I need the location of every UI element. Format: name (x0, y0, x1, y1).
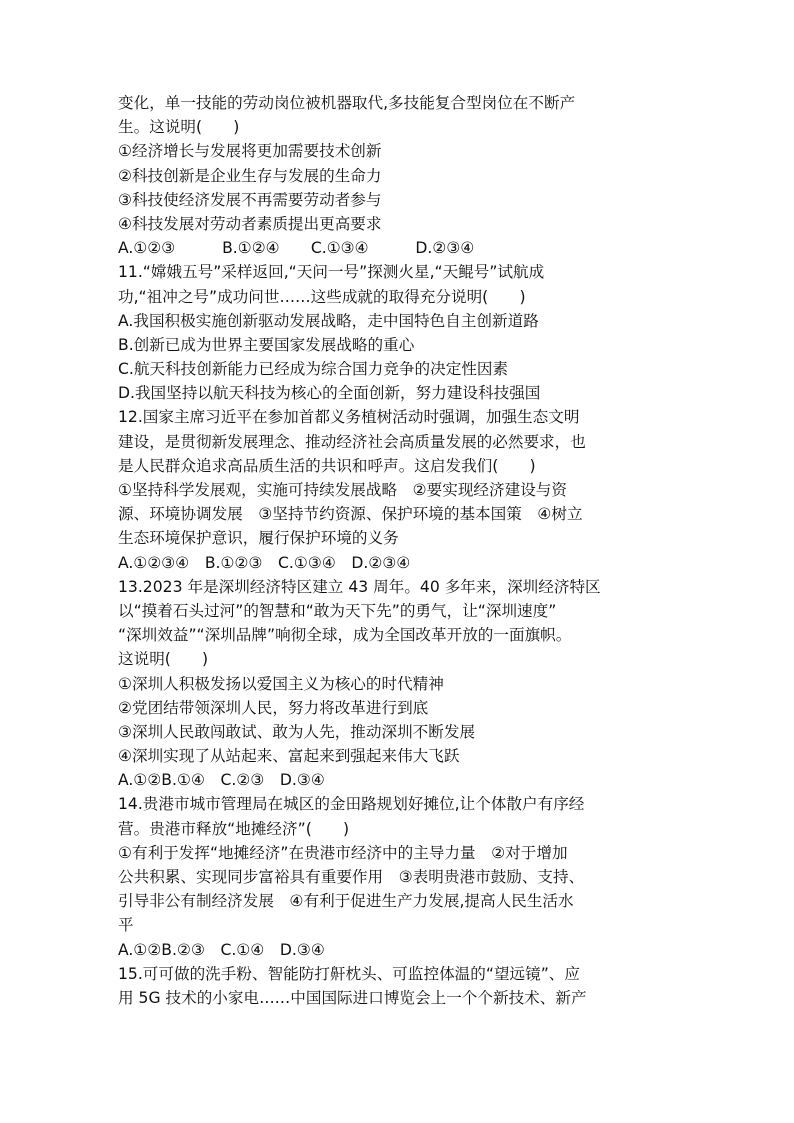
statements: ①坚持科学发展观，实施可持续发展战略 ②要实现经济建设与资 (118, 481, 567, 499)
statement-1: ①深圳人积极发扬以爱国主义为核心的时代精神 (118, 674, 444, 693)
statement-2: ②党团结带领深圳人民，努力将改革进行到底 (118, 698, 429, 717)
statements: 平 (118, 916, 134, 935)
question-12: 12.国家主席习近平在参加首都义务植树活动时强调，加强生态文明 (118, 408, 580, 427)
question-11: 11.“嫦娥五号”采样返回,“天问一号”探测火星,“天鲲号”试航成 (118, 263, 545, 282)
answer-options: A.①②B.②③ C.①④ D.③④ (118, 940, 325, 959)
statement-4: ④科技发展对劳动者素质提出更高要求 (118, 214, 382, 233)
text-line: 是人民群众追求高品质生活的共识和呼声。这启发我们( ) (118, 456, 536, 475)
document-page (118, 91, 690, 1010)
statements: 生态环境保护意识，履行保护环境的义务 (118, 529, 399, 548)
text-line: 这说明( ) (118, 650, 209, 669)
question-stem: 生。这说明( ) (118, 118, 240, 137)
question-14: 14.贵港市城市管理局在城区的金田路规划好摊位,让个体散户有序经 (118, 795, 585, 814)
answer-options: A.①②③ B.①②④ C.①③④ D.②③④ (118, 239, 475, 258)
statements: 公共积累、实现同步富裕具有重要作用 ③表明贵港市鼓励、支持、 (118, 868, 585, 886)
statement-2: ②科技创新是企业生存与发展的生命力 (118, 166, 382, 185)
statement-3: ③科技使经济发展不再需要劳动者参与 (118, 190, 382, 209)
option-a: A.我国积极实施创新驱动发展战略，走中国特色自主创新道路 (118, 311, 539, 330)
option-c: C.航天科技创新能力已经成为综合国力竞争的决定性因素 (118, 360, 509, 379)
option-b: B.创新已成为世界主要国家发展战略的重心 (118, 335, 415, 354)
text-line: 功,“祖冲之号”成功问世……这些成就的取得充分说明( ) (118, 287, 526, 306)
text-line: 建设，是贯彻新发展理念、推动经济社会高质量发展的必然要求，也 (118, 432, 586, 451)
answer-options: A.①②B.①④ C.②③ D.③④ (118, 771, 325, 790)
statements: 引导非公有制经济发展 ④有利于促进生产力发展,提高人民生活水 (118, 892, 574, 911)
statements: 源、环境协调发展 ③坚持节约资源、保护环境的基本国策 ④树立 (118, 505, 583, 524)
statement-3: ③深圳人民敢闯敢试、敢为人先，推动深圳不断发展 (118, 722, 476, 741)
text-line: 用 5G 技术的小家电……中国国际进口博览会上一个个新技术、新产 (118, 988, 587, 1007)
statement-4: ④深圳实现了从站起来、富起来到强起来伟大飞跃 (118, 747, 460, 766)
text-line: 变化，单一技能的劳动岗位被机器取代,多技能复合型岗位在不断产 (118, 94, 576, 112)
text-line: 以“摸着石头过河”的智慧和“敢为天下先”的勇气，让“深圳速度” (118, 601, 557, 620)
text-line: “深圳效益”“深圳品牌”响彻全球，成为全国改革开放的一面旗帜。 (118, 626, 572, 645)
answer-options: A.①②③④ B.①②③ C.①③④ D.②③④ (118, 553, 411, 572)
option-d: D.我国坚持以航天科技为核心的全面创新，努力建设科技强国 (118, 384, 541, 403)
question-13: 13.2023 年是深圳经济特区建立 43 周年。40 多年来，深圳经济特区 (118, 577, 601, 596)
question-15: 15.可可做的洗手粉、智能防打鼾枕头、可监控体温的“望远镜”、应 (118, 964, 580, 983)
statements: ①有利于发挥“地摊经济”在贵港市经济中的主导力量 ②对于增加 (118, 843, 568, 862)
statement-1: ①经济增长与发展将更加需要技术创新 (118, 142, 382, 161)
text-line: 营。贵港市释放“地摊经济”( ) (118, 819, 350, 838)
